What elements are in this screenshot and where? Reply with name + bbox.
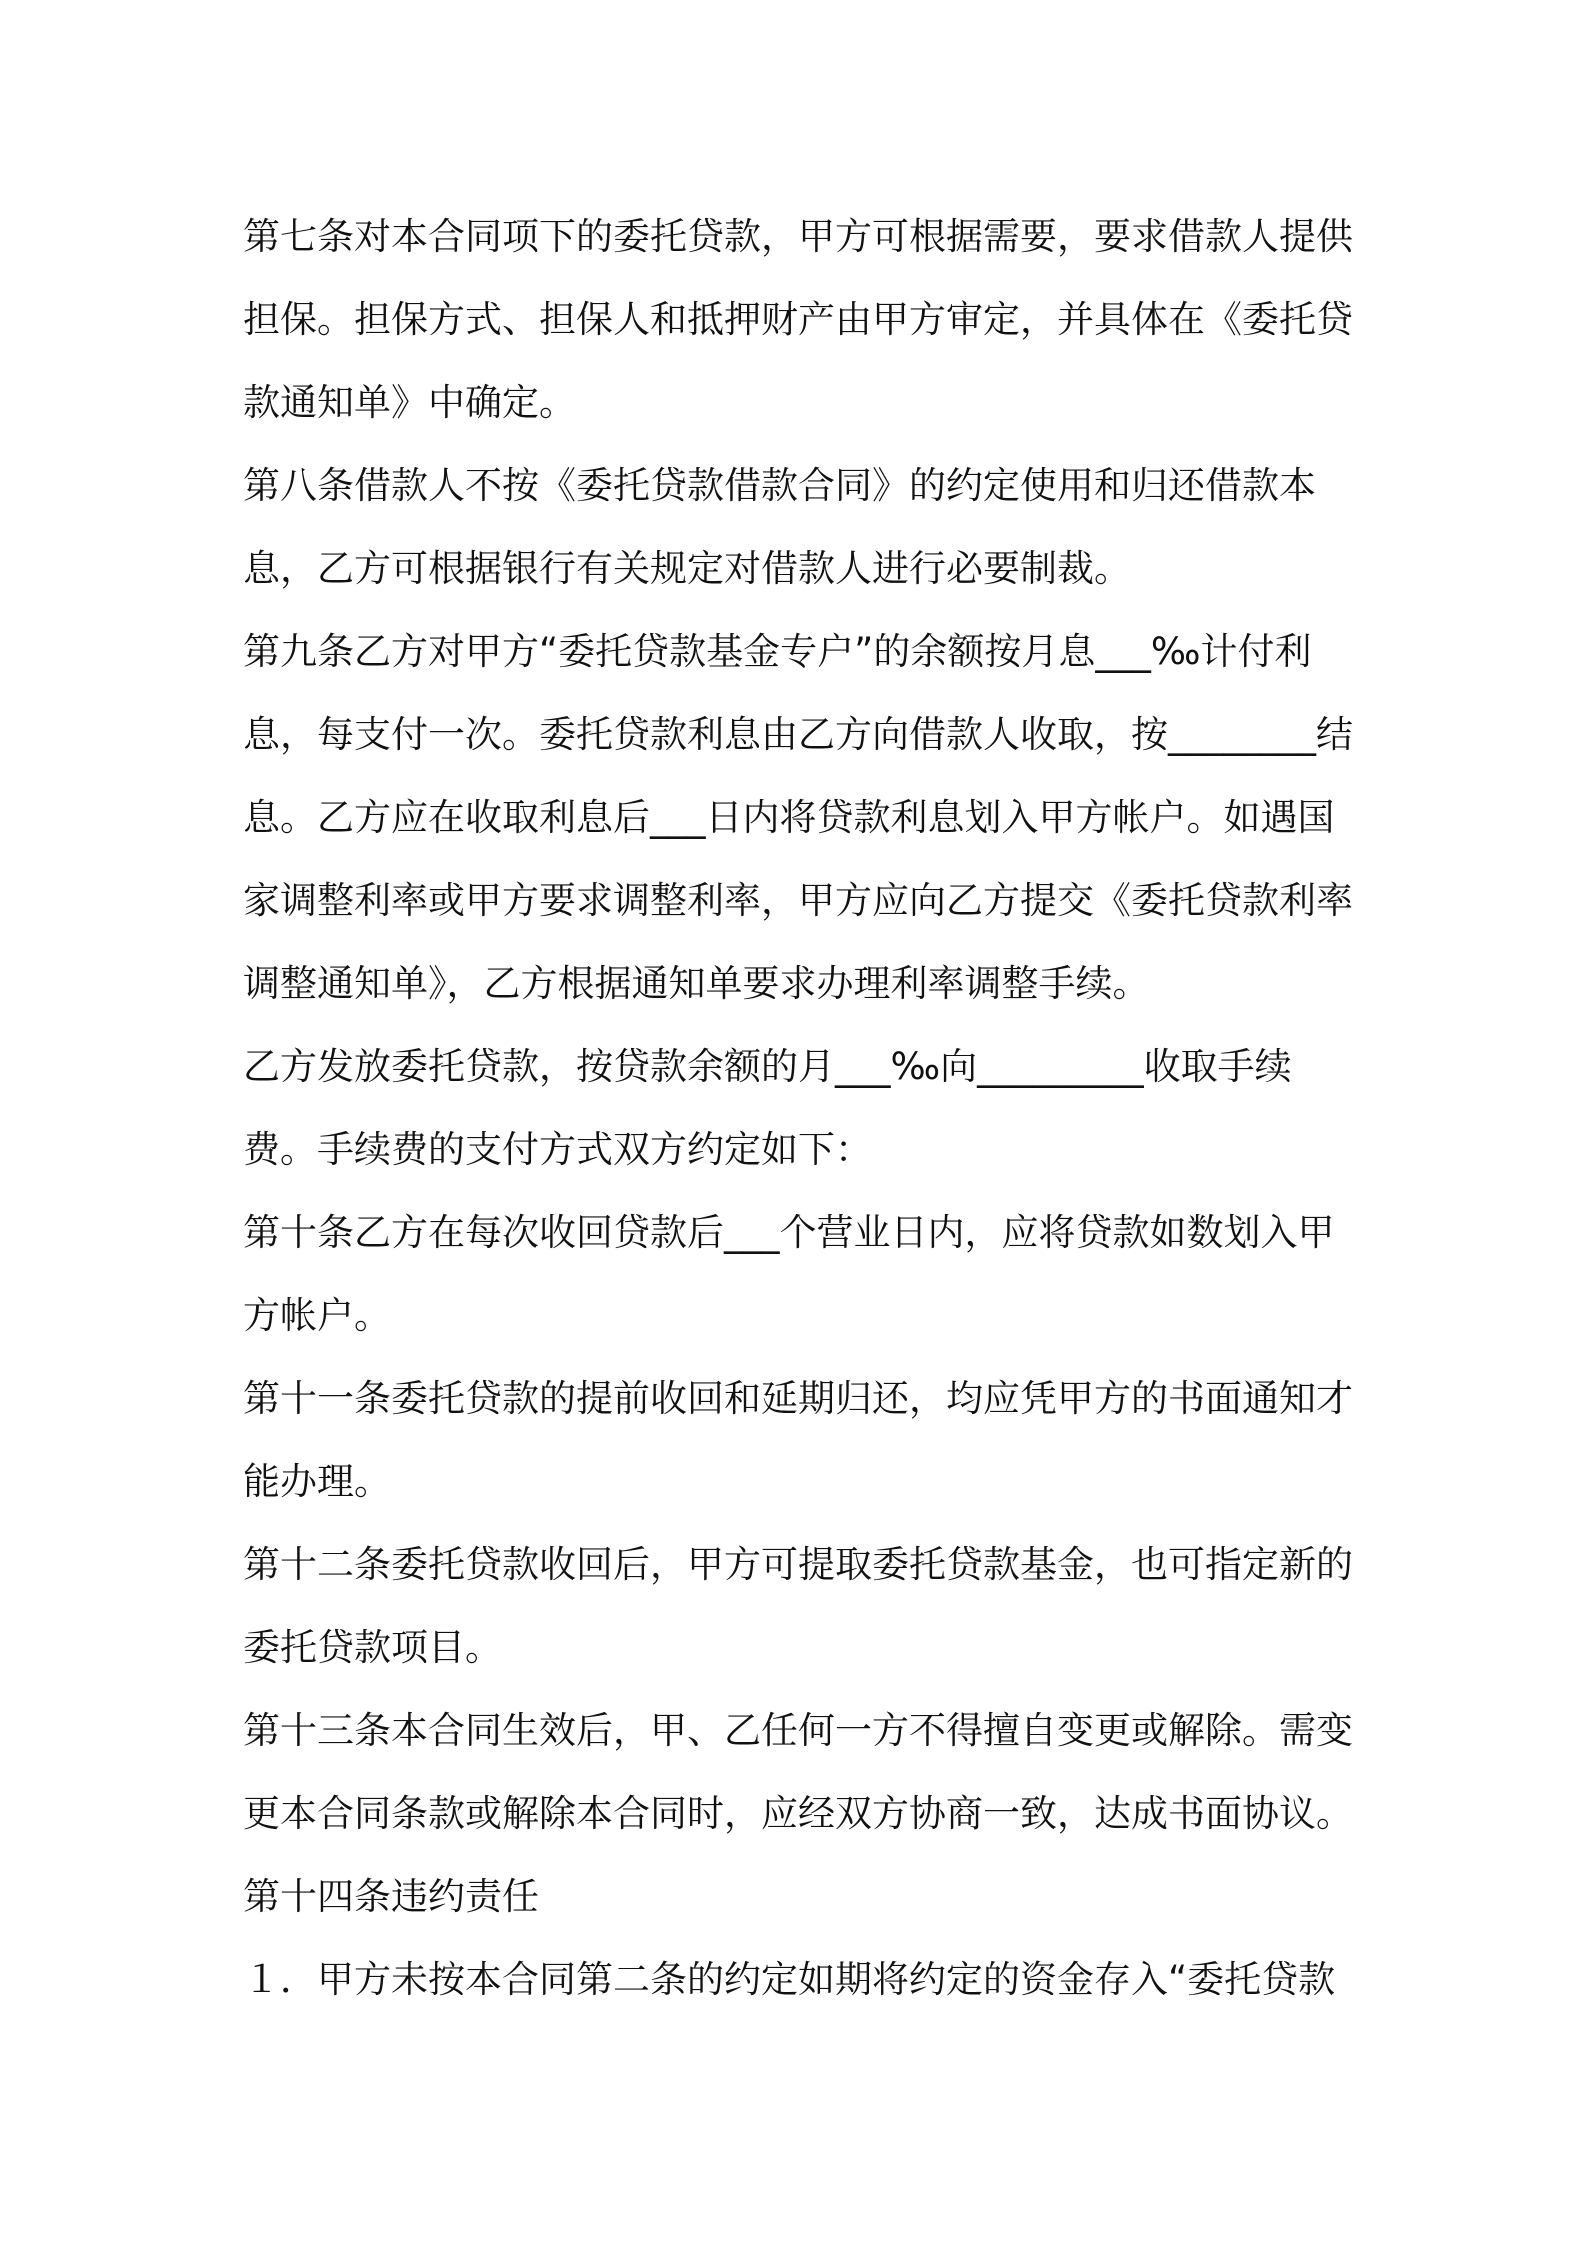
article-9-paragraph: 第九条乙方对甲方“委托贷款基金专户”的余额按月息___‰计付利息，每支付一次。委托贷款利息由乙方向借款人收取，按________结息。乙方应在收取利息后___日内将贷款利息划入甲方帐户。如遇国家调整利率或甲方要求调整利率，甲方应向乙方提交《委托贷款利率调整通知单》，乙方根据通知单要求办理利率调整手续。 xyxy=(243,630,1353,1005)
article-13-paragraph: 第十三条本合同生效后，甲、乙任何一方不得擅自变更或解除。需变更本合同条款或解除本合同时，应经双方协商一致，达成书面协议。 xyxy=(243,1709,1353,1835)
article-14-item-1: １．甲方未按本合同第二条的约定如期将约定的资金存入“委托贷款 xyxy=(243,1958,1336,2001)
article-11-paragraph: 第十一条委托贷款的提前收回和延期归还，均应凭甲方的书面通知才能办理。 xyxy=(243,1377,1353,1503)
article-8-paragraph: 第八条借款人不按《委托贷款借款合同》的约定使用和归还借款本息，乙方可根据银行有关规定对借款人进行必要制裁。 xyxy=(243,464,1316,590)
article-14-heading: 第十四条违约责任 xyxy=(243,1875,539,1918)
article-10-paragraph: 第十条乙方在每次收回贷款后___个营业日内，应将贷款如数划入甲方帐户。 xyxy=(243,1211,1335,1337)
document-body xyxy=(243,195,1363,2021)
article-12-paragraph: 第十二条委托贷款收回后，甲方可提取委托贷款基金，也可指定新的委托贷款项目。 xyxy=(243,1543,1353,1669)
service-fee-paragraph: 乙方发放委托贷款，按贷款余额的月___‰向_________收取手续费。手续费的支付方式双方约定如下： xyxy=(243,1045,1292,1171)
article-7-paragraph: 第七条对本合同项下的委托贷款，甲方可根据需要，要求借款人提供担保。担保方式、担保人和抵押财产由甲方审定，并具体在《委托贷款通知单》中确定。 xyxy=(243,215,1353,424)
